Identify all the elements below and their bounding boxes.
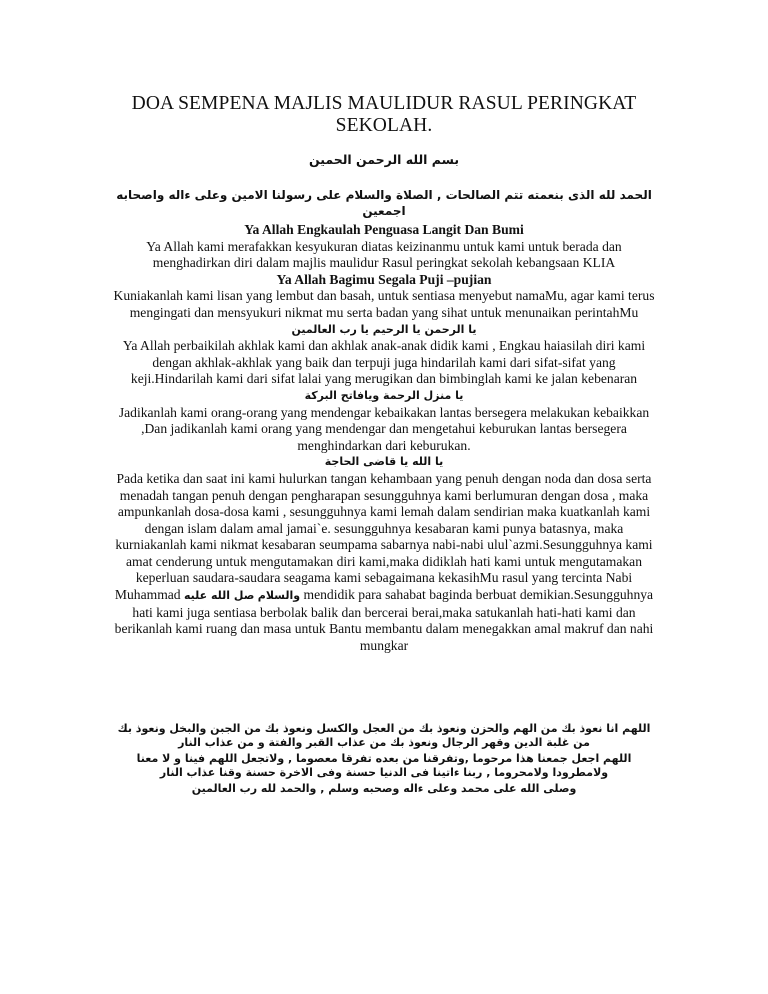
prayer-text: اللهم انا نعوذ بك من الهم والحزن ونعوذ بك من العجل والكسل ونعوذ بك من الجبن والبخل ونعوذ بك من غلبة الدين وقهر الرجال ونعوذ بك من عذاب القبر والفتة و من عذاب النار [117,722,651,749]
document-title: DOA SEMPENA MAJLIS MAULIDUR RASUL PERINGKAT SEKOLAH. [131,93,637,136]
paragraph: Kuniakanlah kami lisan yang lembut dan basah, untuk sentiasa menyebut namaMu, agar kami terus mengingati dan mensyukuri nikmat mu serta badan yang sihat untuk menunaikan perintahMu [113,288,655,320]
salawat-text: والسلام [257,589,301,603]
opening-praise: الحمد لله الذى بنعمته تتم الصالحات , الصلاة والسلام على رسولنا الامين وعلى ءاله واصحابه اجمعين [116,188,652,218]
section-heading: Ya Allah Bagimu Segala Puji –pujian [276,271,492,287]
basmalah: بسم الله الرحمن الحمين [308,152,460,167]
section-heading: Ya Allah Engkaulah Penguasa Langit Dan Bumi [244,222,524,237]
arabic-heading: يا منزل الرحمة ويافاتح البركة [304,388,464,402]
prayer-text: وصلى الله على محمد وعلى ءاله وصحبه وسلم , والحمد لله رب العالمين [191,782,577,795]
arabic-heading: يا الله يا قاضى الحاجة [324,455,444,469]
paragraph [110,471,658,655]
prayer-text: اللهم اجعل جمعنا هذا مرحوما ,وتفرقنا من بعده تفرقا معصوما , ولاتجعل اللهم فينا و لا معنا ولامطرودا ولامحروما , ربنا ءاتينا فى الدنيا حسنة وفى الاخرة حسنة وقنا عذاب النار [136,752,632,779]
salawat-text: صل الله عليه [184,589,255,603]
paragraph-text: mendidik para sahabat baginda berbuat demikian.Sesungguhnya hati kami juga sentiasa berbolak balik dan bercerai berai,maka satukanlah hati-hati kami dan berikanlah kami ruang dan masa untuk Bantu membantu dalam menegakkan amal makruf dan nahi mungkar [114,587,654,653]
paragraph: Ya Allah perbaikilah akhlak kami dan akhlak anak-anak didik kami , Engkau haiasilah diri kami dengan akhlak-akhlak yang baik dan terpuji juga hindarilah kami dari sifat-sifat yang keji.Hindarilah kami dari sifat lalai yang merugikan dan bimbinglah kami ke jalan kebenaran [122,338,646,387]
document-body [110,222,658,654]
paragraph: Ya Allah kami merafakkan kesyukuran diatas keizinanmu untuk kami untuk berada dan menghadirkan diri dalam majlis maulidur Rasul peringkat sekolah kebangsaan KLIA [146,238,622,271]
arabic-heading: يا الرحمن يا الرحيم يا رب العالمين [291,322,477,336]
closing-prayers [110,722,658,798]
paragraph-text: Pada ketika dan saat ini kami hulurkan tangan kehambaan yang penuh dengan noda dan dosa serta menadah tangan penuh dengan pengharapan sesungguhnya kami berlumuran dengan dosa , maka ampunkanlah dosa-dosa kami , sesungguhnya kami lemah dalam sendirian maka kuatkanlah kami dengan islam dalam amal jamai`e. sesungguhnya kesabaran kami punya batasnya, maka kurniakanlah kami nikmat kesabaran seumpama sabarnya nabi-nabi ulul`azmi.Sesungguhnya kami amat cenderung untuk mengutamakan diri kami,maka didiklah hati kami untuk mengutamakan keperluan saudara-saudara seagama kami sebagaimana kekasihMu rasul yang tercinta Nabi Muhammad [114,470,653,603]
paragraph: Jadikanlah kami orang-orang yang mendengar kebaikakan lantas bersegera melakukan kebaikkan ,Dan jadikanlah kami orang yang mendengar dan mengetahui keburukan lantas bersegera menghindarkan dari keburukan. [118,404,650,453]
